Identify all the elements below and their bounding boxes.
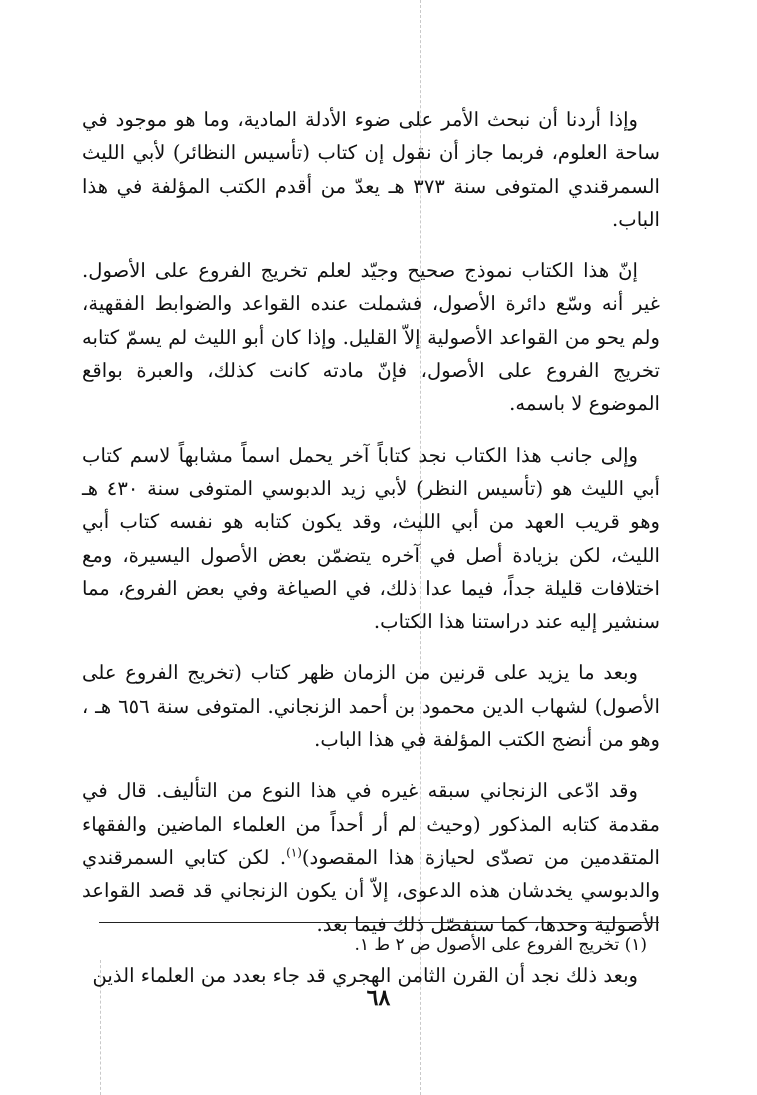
paragraph-4: وبعد ما يزيد على قرنين من الزمان ظهر كتاب (تخريج الفروع على الأصول) لشهاب الدين محمود بن أحمد الزنجاني. المتوفى سنة ٦٥٦ هـ ، وهو من أنضج الكتب المؤلفة في هذا الباب. bbox=[82, 661, 660, 752]
paragraph-5-tail: . لكن كتابي السمرقندي والدبوسي يخدشان هذه الدعوى، إلاّ أن يكون الزنجاني قد قصد القواعد الأصولية وحدها، كما سنفصّل ذلك فيما بعد. bbox=[82, 845, 660, 936]
footnote: (١) تخريج الفروع على الأصول ص ٢ ط ١. bbox=[354, 935, 647, 955]
footnote-marker: (١) bbox=[286, 845, 302, 860]
footnote-separator bbox=[99, 922, 659, 923]
paragraph-2: إنّ هذا الكتاب نموذج صحيح وجيّد لعلم تخريج الفروع على الأصول. غير أنه وسّع دائرة الأصول، فشملت عنده القواعد والضوابط الفقهية، ولم يحو من القواعد الأصولية إلاّ القليل. وإذا كان أبو الليث لم يسمّ كتابه تخريج الفروع على الأصول، فإنّ مادته كانت كذلك، والعبرة بواقع الموضوع لا باسمه. bbox=[82, 259, 660, 416]
paragraph-6: وبعد ذلك نجد أن القرن الثامن الهجري قد جاء بعدد من العلماء الذين bbox=[92, 963, 638, 987]
page-number: ٦٨ bbox=[366, 985, 391, 1011]
paragraph-1: وإذا أردنا أن نبحث الأمر على ضوء الأدلة المادية، وما هو موجود في ساحة العلوم، فربما جاز أن نقول إن كتاب (تأسيس النظائر) لأبي الليث السمرقندي المتوفى سنة ٣٧٣ هـ يعدّ من أقدم الكتب المؤلفة في هذا الباب. bbox=[82, 108, 660, 231]
paragraph-5-text: وقد ادّعى الزنجاني سبقه غيره في هذا النوع من التأليف. قال في مقدمة كتابه المذكور (وحيث لم أر أحداً من العلماء الماضين والفقهاء المتقدمين من تصدّى لحيازة هذا المقصود) bbox=[82, 779, 661, 869]
body-text bbox=[82, 103, 660, 992]
paragraph-3: وإلى جانب هذا الكتاب نجد كتاباً آخر يحمل اسماً مشابهاً لاسم كتاب أبي الليث هو (تأسيس النظر) لأبي زيد الدبوسي المتوفى سنة ٤٣٠ هـ وهو قريب العهد من أبي الليث، وقد يكون كتابه هو نفسه كتاب أبي الليث، لكن بزيادة أصل في آخره يتضمّن بعض الأصول اليسيرة، ومع اختلافات قليلة جداً، فيما عدا ذلك، في الصياغة وفي بعض الفروع، مما سنشير إليه عند دراستنا هذا الكتاب. bbox=[82, 443, 660, 634]
paragraph-5 bbox=[82, 774, 660, 940]
